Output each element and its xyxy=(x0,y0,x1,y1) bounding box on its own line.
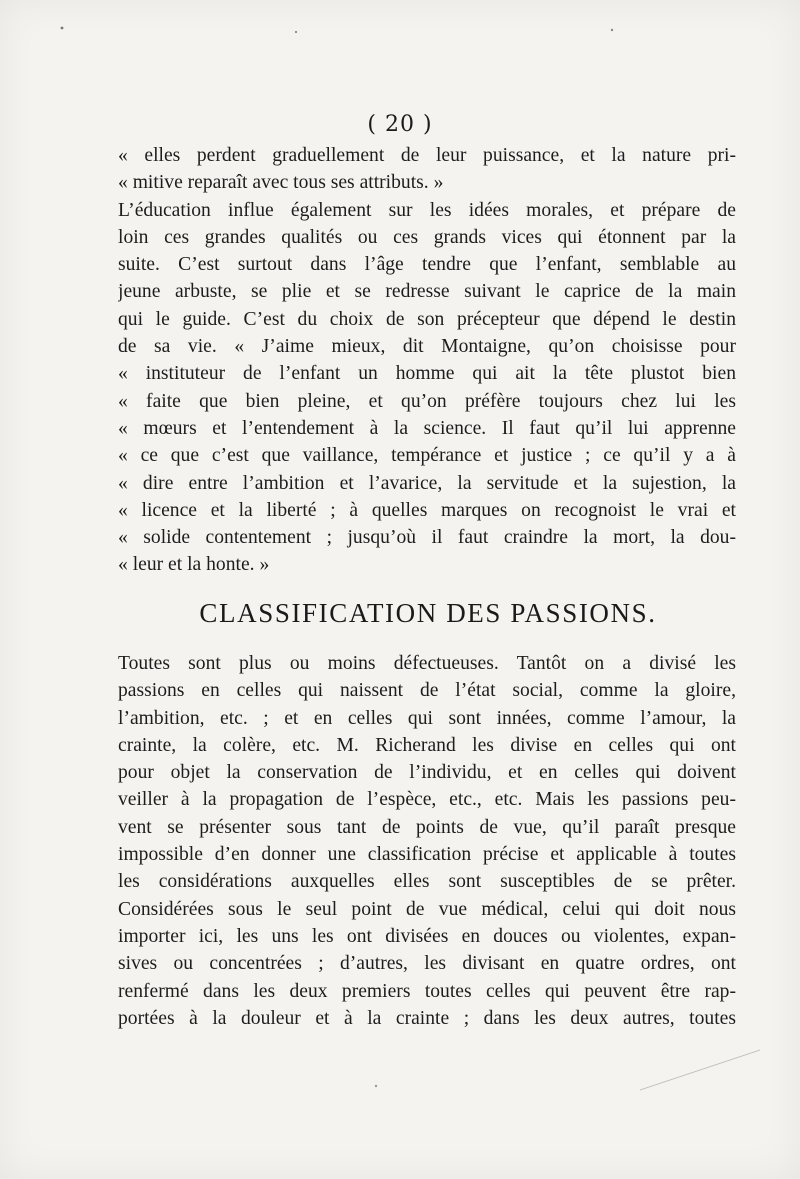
text-line: loin ces grandes qualités ou ces grands vices qui étonnent par la xyxy=(118,226,736,248)
text-line: les considérations auxquelles elles sont susceptibles de se prêter. xyxy=(118,871,736,893)
body-text-top xyxy=(118,142,736,579)
text-line: importer ici, les uns les ont divisées en douces ou violentes, expan- xyxy=(118,925,736,947)
text-line: Toutes sont plus ou moins défectueuses. Tantôt on a divisé les xyxy=(118,653,736,674)
text-line: suite. C’est surtout dans l’âge tendre que l’enfant, semblable au xyxy=(118,254,736,276)
body-text-bottom xyxy=(118,650,736,1032)
text-line: « licence et la liberté ; à quelles marques on recognoist le vrai et xyxy=(118,499,736,521)
text-line: jeune arbuste, se plie et se redresse suivant le caprice de la main xyxy=(118,281,736,303)
text-line: « leur et la honte. » xyxy=(118,554,270,576)
text-line: pour objet la conservation de l’individu, et en celles qui doivent xyxy=(118,762,736,784)
text-line: « dire entre l’ambition et l’avarice, la servitude et la sujestion, la xyxy=(118,472,736,494)
text-line: sives ou concentrées ; d’autres, les divisant en quatre ordres, ont xyxy=(118,953,736,975)
text-line: « mœurs et l’entendement à la science. Il faut qu’il lui apprenne xyxy=(118,417,736,439)
text-line: « elles perdent graduellement de leur puissance, et la nature pri- xyxy=(118,145,736,166)
text-line: renfermé dans les deux premiers toutes celles qui peuvent être rap- xyxy=(118,980,736,1002)
text-line: « ce que c’est que vaillance, tempérance et justice ; ce qu’il y a à xyxy=(118,445,736,467)
section-heading: CLASSIFICATION DES PASSIONS. xyxy=(199,598,657,628)
text-line: « solide contentement ; jusqu’où il faut craindre la mort, la dou- xyxy=(118,527,736,549)
text-line: crainte, la colère, etc. M. Richerand les divise en celles qui ont xyxy=(118,734,736,756)
page-number: ( 20 ) xyxy=(367,112,433,137)
text-line: L’éducation influe également sur les idées morales, et prépare de xyxy=(118,199,736,221)
text-line: de sa vie. « J’aime mieux, dit Montaigne, qu’on choisisse pour xyxy=(118,336,736,358)
text-line: qui le guide. C’est du choix de son précepteur que dépend le destin xyxy=(118,308,736,330)
text-line: passions en celles qui naissent de l’état social, comme la gloire, xyxy=(118,680,736,702)
text-line: « instituteur de l’enfant un homme qui ait la tête plustot bien xyxy=(118,363,736,385)
text-line: « mitive reparaît avec tous ses attributs. » xyxy=(118,172,444,194)
text-line: portées à la douleur et à la crainte ; dans les deux autres, toutes xyxy=(118,1007,736,1029)
text-line: vent se présenter sous tant de points de vue, qu’il paraît presque xyxy=(118,816,736,838)
text-line: « faite que bien pleine, et qu’on préfère toujours chez lui les xyxy=(118,390,736,412)
text-line: l’ambition, etc. ; et en celles qui sont innées, comme l’amour, la xyxy=(118,707,736,729)
text-line: Considérées sous le seul point de vue médical, celui qui doit nous xyxy=(118,898,736,920)
text-line: veiller à la propagation de l’espèce, etc., etc. Mais les passions peu- xyxy=(118,789,736,811)
text-line: impossible d’en donner une classification précise et applicable à toutes xyxy=(118,844,736,866)
